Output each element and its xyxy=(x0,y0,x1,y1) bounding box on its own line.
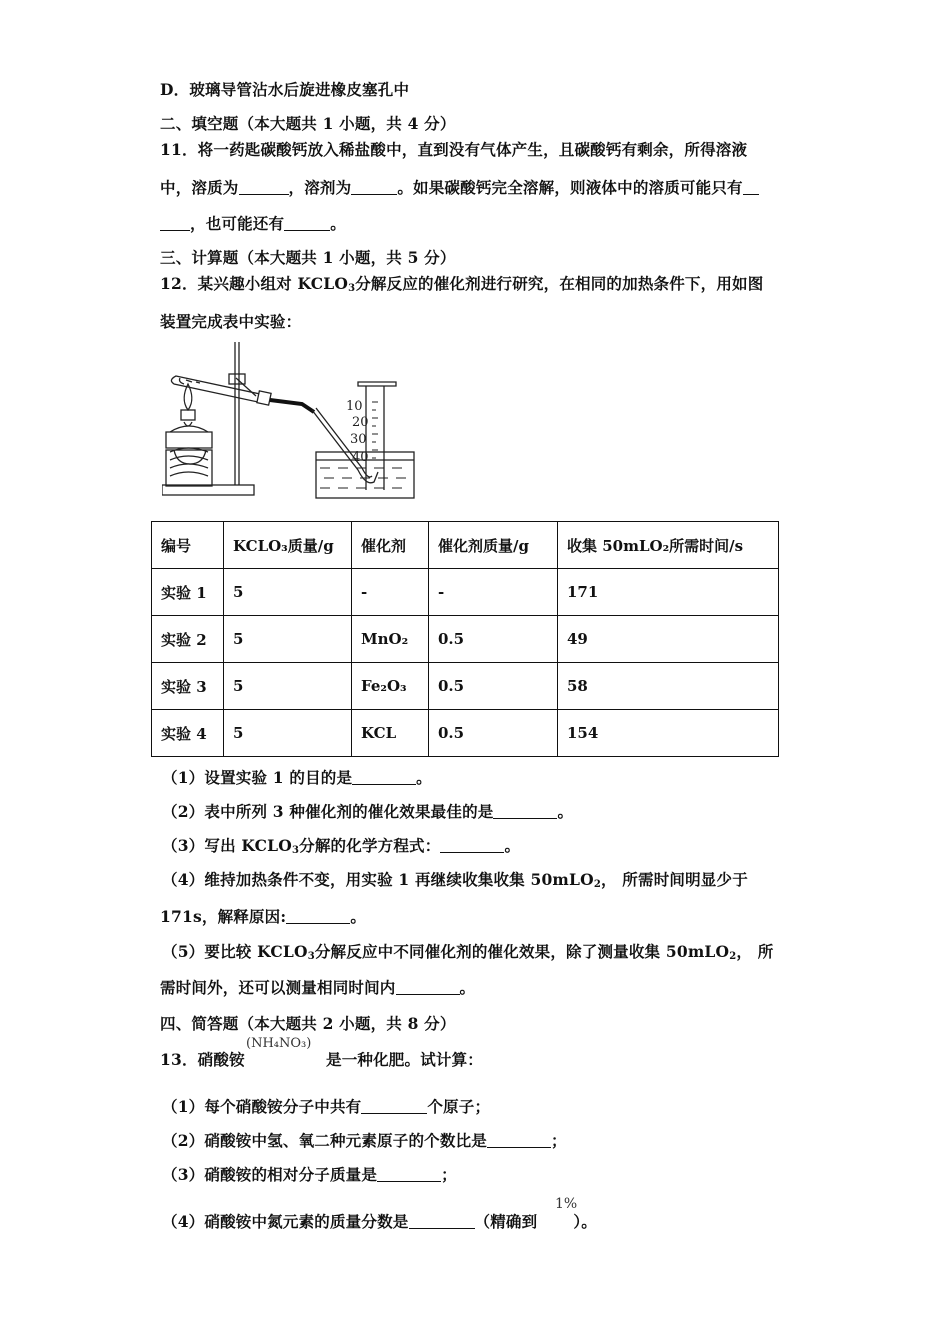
apparatus-figure xyxy=(162,340,422,502)
table-cell: 5 xyxy=(224,663,352,710)
blank-solute-also[interactable] xyxy=(284,216,330,231)
question-12-line-2: 装置完成表中实验： xyxy=(160,312,302,331)
section-2-title: 二、填空题（本大题共 1 小题，共 4 分） xyxy=(160,114,456,133)
blank-q12-3[interactable] xyxy=(440,838,504,853)
blank-q13-2[interactable] xyxy=(487,1133,551,1148)
blank-q13-4[interactable] xyxy=(409,1214,475,1229)
experiment-table xyxy=(151,521,779,757)
tick-40: 40 xyxy=(352,450,369,465)
table-cell: 171 xyxy=(558,569,779,616)
question-11-line-1: 11．将一药匙碳酸钙放入稀盐酸中，直到没有气体产生，且碳酸钙有剩余，所得溶液 xyxy=(160,140,748,159)
test-tube xyxy=(171,376,271,405)
table-cell: 0.5 xyxy=(429,663,558,710)
header-cell: 收集 50mLO₂所需时间/s xyxy=(558,522,779,569)
section-3-title: 三、计算题（本大题共 1 小题，共 5 分） xyxy=(160,248,456,267)
question-12-1: （1）设置实验 1 的目的是 。 xyxy=(162,768,432,787)
table-cell: 58 xyxy=(558,663,779,710)
header-cell: 催化剂质量/g xyxy=(429,522,558,569)
tick-20: 20 xyxy=(352,415,369,430)
table-row xyxy=(152,663,779,710)
table-cell: - xyxy=(352,569,429,616)
tick-30: 30 xyxy=(350,432,367,447)
question-13-1: （1）每个硝酸铵分子中共有 个原子； xyxy=(162,1097,491,1116)
question-13-3: （3）硝酸铵的相对分子质量是 ； xyxy=(162,1165,457,1184)
tick-10: 10 xyxy=(346,399,363,414)
question-13-2: （2）硝酸铵中氢、氧二种元素原子的个数比是 ； xyxy=(162,1131,567,1150)
blank-solute-only[interactable] xyxy=(160,216,190,231)
iron-stand xyxy=(162,342,256,495)
table-cell: 实验 2 xyxy=(152,616,224,663)
table-cell: 实验 3 xyxy=(152,663,224,710)
table-cell: Fe₂O₃ xyxy=(352,663,429,710)
question-11-line-2: 中，溶质为 ，溶剂为 。如果碳酸钙完全溶解，则液体中的溶质可能只有 xyxy=(160,176,759,198)
table-cell: KCL xyxy=(352,710,429,757)
question-12-4-line-2: 171s，解释原因: 。 xyxy=(160,907,367,926)
table-cell: MnO₂ xyxy=(352,616,429,663)
blank-q12-4[interactable] xyxy=(286,909,350,924)
question-12-5-line-1: （5）要比较 $KCLO_3$分解反应中不同催化剂的催化效果，除了测量收集 50mLO$_2$， 所 xyxy=(162,942,774,962)
question-13-stem: 13．硝酸铵 xyxy=(160,1050,245,1069)
blank-solute-only-start[interactable] xyxy=(743,180,759,195)
percent-precision: 1% xyxy=(555,1196,578,1212)
section-4-title: 四、简答题（本大题共 2 小题，共 8 分） xyxy=(160,1014,456,1033)
table-header-row xyxy=(152,522,779,569)
blank-q12-1[interactable] xyxy=(352,770,416,785)
blank-q13-1[interactable] xyxy=(361,1099,427,1114)
table-cell: 5 xyxy=(224,616,352,663)
cylinder-scale-labels xyxy=(346,399,369,465)
question-12-4-line-1: （4）维持加热条件不变，用实验 1 再继续收集收集 50mLO$_2$， 所需时间明显少于 xyxy=(162,870,748,890)
question-12-5-line-2: 需时间外，还可以测量相同时间内 。 xyxy=(160,978,476,997)
option-d: D．玻璃导管沾水后旋进橡皮塞孔中 xyxy=(160,80,410,99)
nh4no3-formula: (NH₄NO₃) xyxy=(246,1036,312,1051)
table-row xyxy=(152,569,779,616)
question-12-2: （2）表中所列 3 种催化剂的催化效果最佳的是 。 xyxy=(162,802,574,821)
table-row xyxy=(152,710,779,757)
blank-q12-5[interactable] xyxy=(396,980,460,995)
alcohol-lamp xyxy=(166,384,212,486)
question-13-4: （4）硝酸铵中氮元素的质量分数是 （精确到 ）。 xyxy=(162,1212,597,1231)
question-12-3: （3）写出 $KCLO_3$分解的化学方程式： 。 xyxy=(162,836,521,856)
header-cell: 催化剂 xyxy=(352,522,429,569)
header-cell: 编号 xyxy=(152,522,224,569)
table-cell: 49 xyxy=(558,616,779,663)
blank-solvent[interactable] xyxy=(351,180,397,195)
blank-q12-2[interactable] xyxy=(493,804,557,819)
question-12-line-1: 12．某兴趣小组对 $KCLO_3$分解反应的催化剂进行研究，在相同的加热条件下，用如图 xyxy=(160,274,764,294)
table-cell: 5 xyxy=(224,569,352,616)
table-cell: 实验 4 xyxy=(152,710,224,757)
table-row xyxy=(152,616,779,663)
table-cell: 154 xyxy=(558,710,779,757)
table-cell: 0.5 xyxy=(429,710,558,757)
blank-solute[interactable] xyxy=(239,180,289,195)
table-cell: - xyxy=(429,569,558,616)
header-cell: KCLO₃质量/g xyxy=(224,522,352,569)
blank-q13-3[interactable] xyxy=(377,1167,441,1182)
question-13-stem-end: 是一种化肥。试计算： xyxy=(326,1050,484,1069)
question-11-line-3: ，也可能还有 。 xyxy=(160,212,346,234)
table-cell: 实验 1 xyxy=(152,569,224,616)
table-cell: 5 xyxy=(224,710,352,757)
table-cell: 0.5 xyxy=(429,616,558,663)
